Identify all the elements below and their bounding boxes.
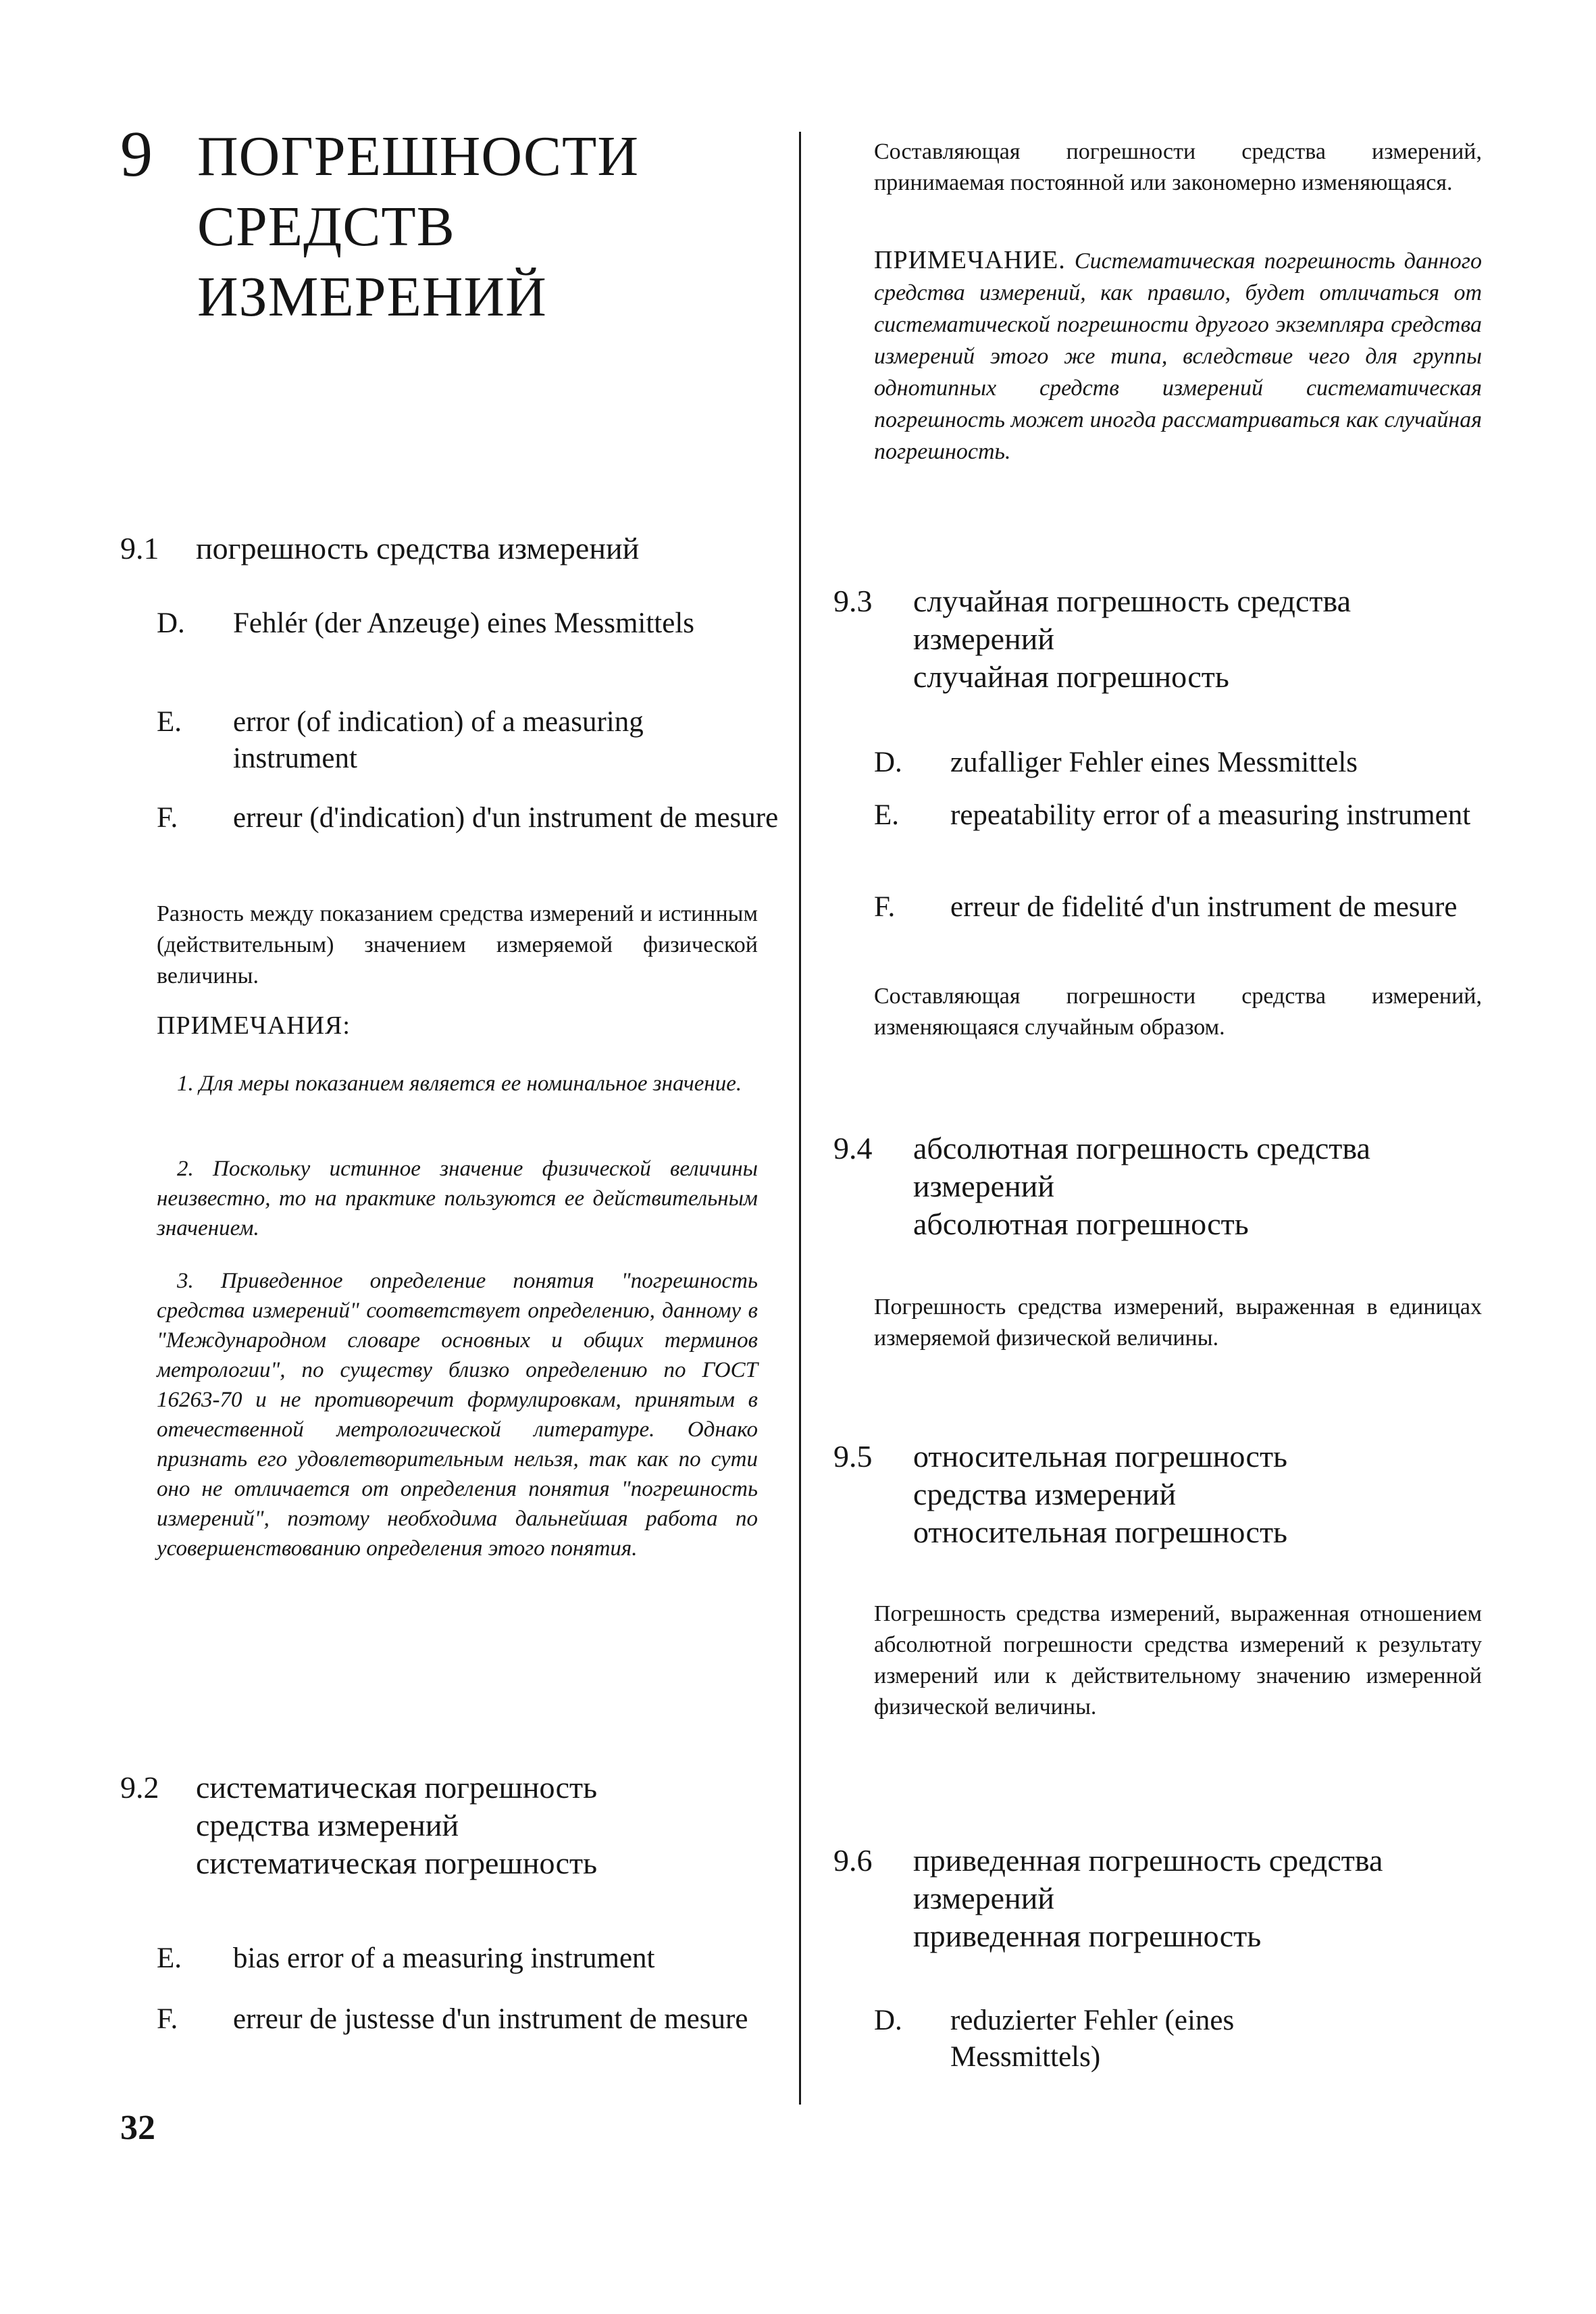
- equivalent-text: Fehlér (der Anzeuge) eines Messmittels: [233, 607, 695, 639]
- page-number: 32: [120, 2109, 155, 2147]
- term-number-9-1: 9.1: [120, 531, 159, 565]
- term-line: измерений: [913, 1169, 1054, 1203]
- term-line: приведенная погрешность средства: [913, 1843, 1383, 1878]
- lang-code: D.: [157, 607, 185, 639]
- equivalent-text: reduzierter Fehler (eines Messmittels): [950, 2005, 1235, 2073]
- equivalent-en: [157, 704, 832, 778]
- equivalent-de: [874, 745, 1549, 785]
- lang-code: F.: [157, 802, 178, 834]
- notes-heading: ПРИМЕЧАНИЯ:: [157, 1011, 351, 1040]
- note-3: 3. Приведенное определение понятия "погрешность средства измерений" соответствует определению, данному в "Международном словаре основных и общих терминов метрологии", по существу близко определению по ГОСТ 16263-70 и не противоречит формулировкам, принятым в отечественной метрологической литературе. Однако признать его удовлетворительным нельзя, так как по сути оно не отличается от определения понятия "погрешность измерений", поэтому необходима дальнейшая работа по усовершенствованию определения этого понятия.: [157, 1269, 758, 1561]
- equivalent-en: [157, 1940, 832, 1981]
- definition-9-2: Составляющая погрешности средства измерений, принимаемая постоянной или закономерно изменяющаяся.: [874, 139, 1482, 195]
- equivalent-text: erreur de justesse d'un instrument de mesure: [233, 2003, 748, 2035]
- term-line: абсолютная погрешность средства: [913, 1131, 1370, 1165]
- definition-9-3: Составляющая погрешности средства измерений, изменяющаяся случайным образом.: [874, 984, 1482, 1040]
- term-line: систематическая погрешность: [196, 1846, 598, 1880]
- term-number-9-3: 9.3: [833, 584, 873, 618]
- term-9-5: [913, 1438, 1287, 1551]
- equivalent-text: zufalliger Fehler eines Messmittels: [950, 747, 1358, 778]
- term-9-6: [913, 1842, 1383, 1955]
- definition-9-1: Разность между показанием средства измерений и истинным (действительным) значением измеряемой физической величины.: [157, 901, 758, 988]
- equivalent-fr: [157, 800, 832, 874]
- equivalent-fr: [874, 889, 1549, 963]
- note-text: Систематическая погрешность данного средства измерений, как правило, будет отличаться от систематической погрешности другого экземпляра средства измерений этого же типа, вследствие чего для группы однотипных средств измерений систематическая погрешность может иногда рассматриваться как случайная погрешность.: [874, 249, 1483, 464]
- column-divider: [799, 132, 801, 2105]
- equivalent-text: erreur de fidelité d'un instrument de mesure: [950, 891, 1458, 923]
- term-9-2: [196, 1769, 597, 1882]
- lang-code: F.: [157, 2003, 178, 2035]
- term-line: измерений: [913, 1881, 1054, 1915]
- term-9-1: [196, 530, 639, 568]
- term-line: относительная погрешность: [913, 1515, 1288, 1549]
- lang-code: E.: [874, 799, 900, 831]
- lang-code: F.: [874, 891, 896, 923]
- chapter-title-line: ПОГРЕШНОСТИ: [197, 125, 640, 188]
- term-line: систематическая погрешность: [196, 1770, 598, 1805]
- chapter-title: [197, 122, 639, 332]
- chapter-title-line: СРЕДСТВ: [197, 195, 455, 258]
- term-number-9-4: 9.4: [833, 1131, 873, 1165]
- term-number-9-5: 9.5: [833, 1439, 873, 1474]
- definition-9-4: Погрешность средства измерений, выраженная в единицах измеряемой физической величины.: [874, 1294, 1482, 1351]
- term-line: приведенная погрешность: [913, 1919, 1262, 1953]
- term-line: случайная погрешность: [913, 659, 1229, 694]
- term-line: средства измерений: [196, 1808, 459, 1842]
- lang-code: E.: [157, 1942, 182, 1974]
- note-label: ПРИМЕЧАНИЕ.: [874, 246, 1066, 274]
- term-line: средства измерений: [913, 1477, 1177, 1511]
- term-9-3: [913, 582, 1351, 696]
- chapter-number: 9: [120, 118, 153, 190]
- equivalent-de: [157, 605, 832, 680]
- equivalent-de: [874, 2003, 1549, 2077]
- term-line: погрешность средства измерений: [196, 531, 640, 565]
- term-line: случайная погрешность средства: [913, 584, 1351, 618]
- term-line: абсолютная погрешность: [913, 1207, 1249, 1241]
- equivalent-text: error (of indication) of a measuring instrument: [233, 706, 644, 774]
- lang-code: E.: [157, 706, 182, 738]
- note-2: 2. Поскольку истинное значение физической величины неизвестно, то на практике пользуются ее действительным значением.: [157, 1157, 758, 1240]
- equivalent-en: [874, 797, 1549, 872]
- lang-code: D.: [874, 2005, 902, 2036]
- term-number-9-2: 9.2: [120, 1770, 159, 1805]
- equivalent-text: bias error of a measuring instrument: [233, 1942, 655, 1974]
- chapter-title-line: ИЗМЕРЕНИЙ: [197, 266, 547, 328]
- equivalent-text: repeatability error of a measuring instrument: [950, 799, 1471, 831]
- note-9-2: [874, 245, 1482, 468]
- note-1: 1. Для меры показанием является ее номинальное значение.: [177, 1072, 742, 1096]
- equivalent-text: erreur (d'indication) d'un instrument de mesure: [233, 802, 779, 834]
- term-line: измерений: [913, 622, 1054, 656]
- term-line: относительная погрешность: [913, 1439, 1288, 1474]
- term-9-4: [913, 1130, 1370, 1243]
- lang-code: D.: [874, 747, 902, 778]
- definition-9-5: Погрешность средства измерений, выраженная отношением абсолютной погрешности средства измерений к результату измерений или к действительному значению измеренной физической величины.: [874, 1601, 1482, 1719]
- equivalent-fr: [157, 2001, 832, 2076]
- term-number-9-6: 9.6: [833, 1843, 873, 1878]
